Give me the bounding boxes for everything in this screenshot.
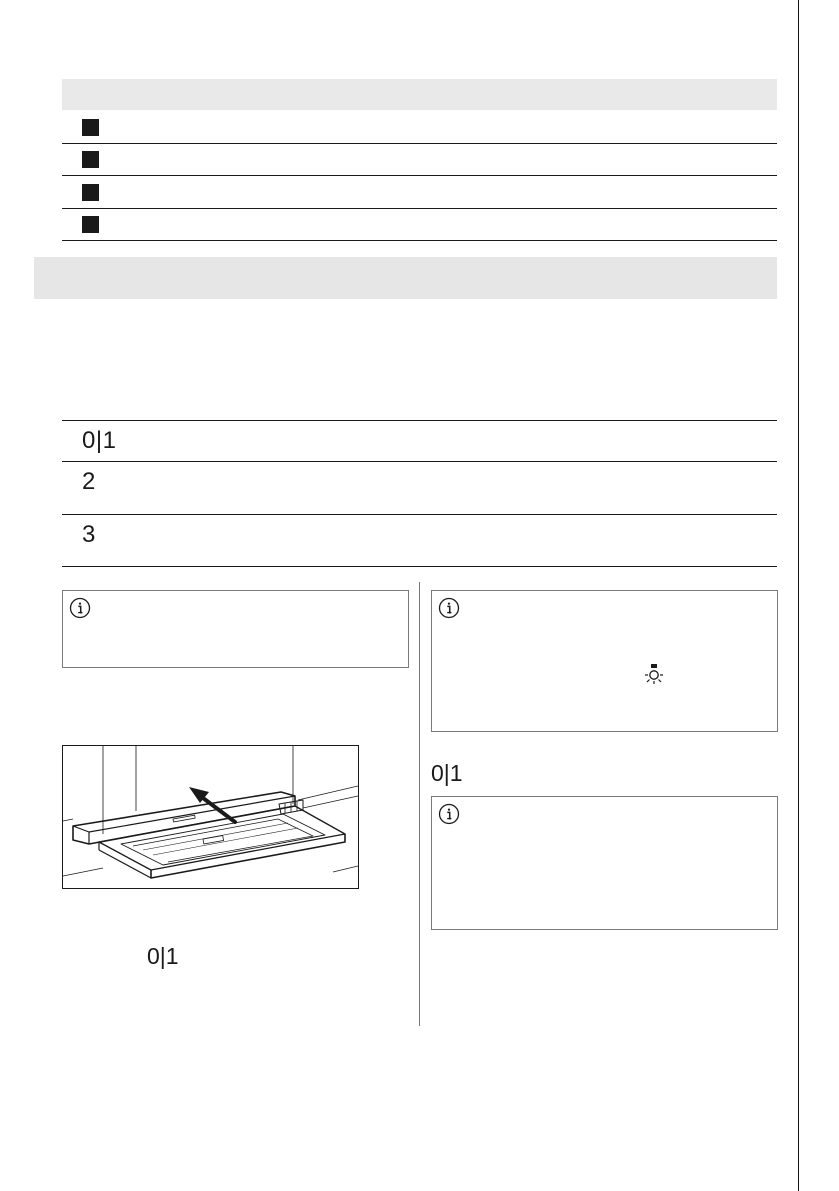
info-note-box <box>431 590 778 732</box>
black-square-icon <box>82 119 99 136</box>
speed-symbol: 3 <box>82 521 96 548</box>
black-square-icon <box>82 151 99 168</box>
table-header <box>62 79 777 110</box>
table-row <box>62 208 777 241</box>
table-row <box>62 111 777 144</box>
info-note-box <box>62 590 409 668</box>
speed-row <box>62 421 777 462</box>
black-square-icon <box>82 184 99 201</box>
speed-symbol: 2 <box>82 468 96 495</box>
speed-symbol-inline: 0|1 <box>147 943 179 969</box>
page-edge-line <box>798 0 799 1191</box>
light-bulb-icon <box>643 663 665 689</box>
table-row <box>62 176 777 209</box>
speed-symbol-heading: 0|1 <box>431 760 463 786</box>
section-heading-band <box>34 257 777 299</box>
table-row <box>62 143 777 176</box>
info-circle-icon <box>438 597 460 619</box>
column-divider <box>419 582 420 1026</box>
speed-row <box>62 515 777 567</box>
info-note-box <box>431 796 778 930</box>
speed-row <box>62 462 777 515</box>
info-circle-icon <box>438 803 460 825</box>
black-square-icon <box>82 216 99 233</box>
info-circle-icon <box>69 597 91 619</box>
speed-symbol: 0|1 <box>82 427 117 454</box>
hood-illustration <box>62 745 359 889</box>
hood-drawing <box>63 746 358 888</box>
